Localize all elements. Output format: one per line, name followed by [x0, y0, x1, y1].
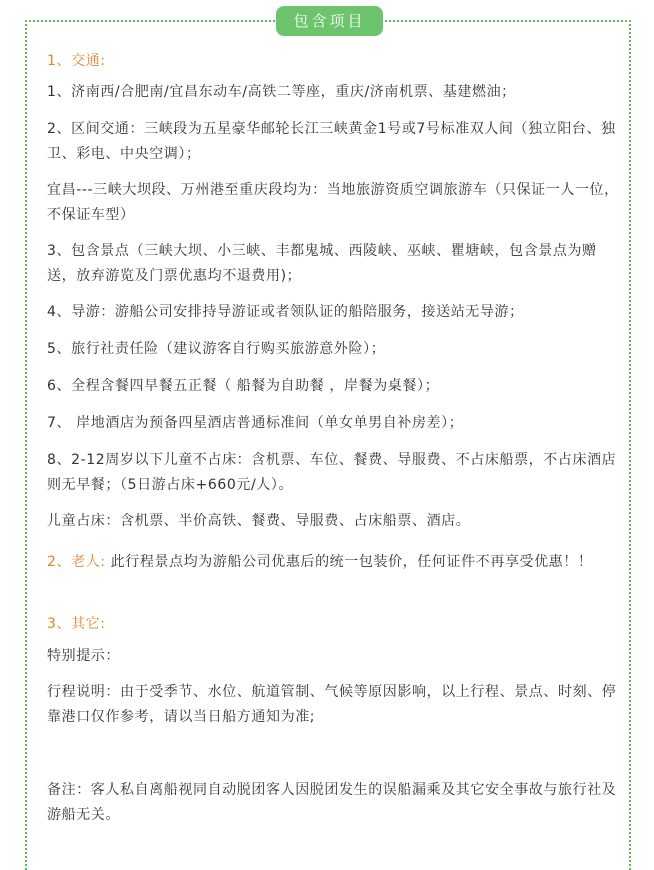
elderly-label: 2、老人: — [47, 554, 106, 570]
item-hotel: 7、 岸地酒店为预备四星酒店普通标准间（单女单男自补房差）； — [47, 415, 464, 431]
item-elderly — [47, 550, 622, 575]
itinerary-note: 行程说明：由于受季节、水位、航道管制、气候等原因影响，以上行程、景点、时刻、停靠港口仅作参考，请以当日船方通知为准; — [47, 684, 617, 725]
remarks-note: 备注：客人私自离船视同自动脱团客人因脱团发生的误船漏乘及其它安全事故与旅行社及游船无关。 — [47, 782, 617, 823]
item-scenic-spots: 3、包含景点（三峡大坝、小三峡、丰都鬼城、西陵峡、巫峡、瞿塘峡，包含景点为赠送，放弃游览及门票优惠均不退费用)； — [47, 243, 597, 284]
item-child-with-bed: 儿童占床：含机票、半价高铁、餐费、导服费、占床船票、酒店。 — [47, 513, 471, 529]
transport-heading: 1、交通: — [47, 53, 106, 69]
item-bus-transfer: 宜昌---三峡大坝段、万州港至重庆段均为：当地旅游资质空调旅游车（只保证一人一位，不保证车型） — [47, 182, 619, 223]
item-transport-tickets: 1、济南西/合肥南/宜昌东动车/高铁二等座，重庆/济南机票、基建燃油； — [47, 84, 516, 100]
elderly-text: 此行程景点均为游船公司优惠后的统一包装价，任何证件不再享受优惠！！ — [105, 554, 593, 570]
item-child-no-bed: 8、2-12周岁以下儿童不占床：含机票、车位、餐费、导服费、不占床船票，不占床酒店则无早餐；（5日游占床+660元/人）。 — [47, 452, 617, 493]
item-cruise-cabin: 2、区间交通：三峡段为五星豪华邮轮长江三峡黄金1号或7号标准双人间（独立阳台、独卫、彩电、中央空调）； — [47, 121, 616, 162]
other-heading: 3、其它: — [47, 616, 106, 632]
special-notice-label: 特别提示： — [47, 648, 120, 664]
section-title-tab: 包含项目 — [276, 6, 383, 36]
item-insurance: 5、旅行社责任险（建议游客自行购买旅游意外险）； — [47, 341, 386, 357]
item-guide: 4、导游：游船公司安排持导游证或者领队证的船陪服务，接送站无导游； — [47, 304, 524, 320]
item-meals: 6、全程含餐四早餐五正餐（ 船餐为自助餐 ，岸餐为桌餐）； — [47, 378, 440, 394]
